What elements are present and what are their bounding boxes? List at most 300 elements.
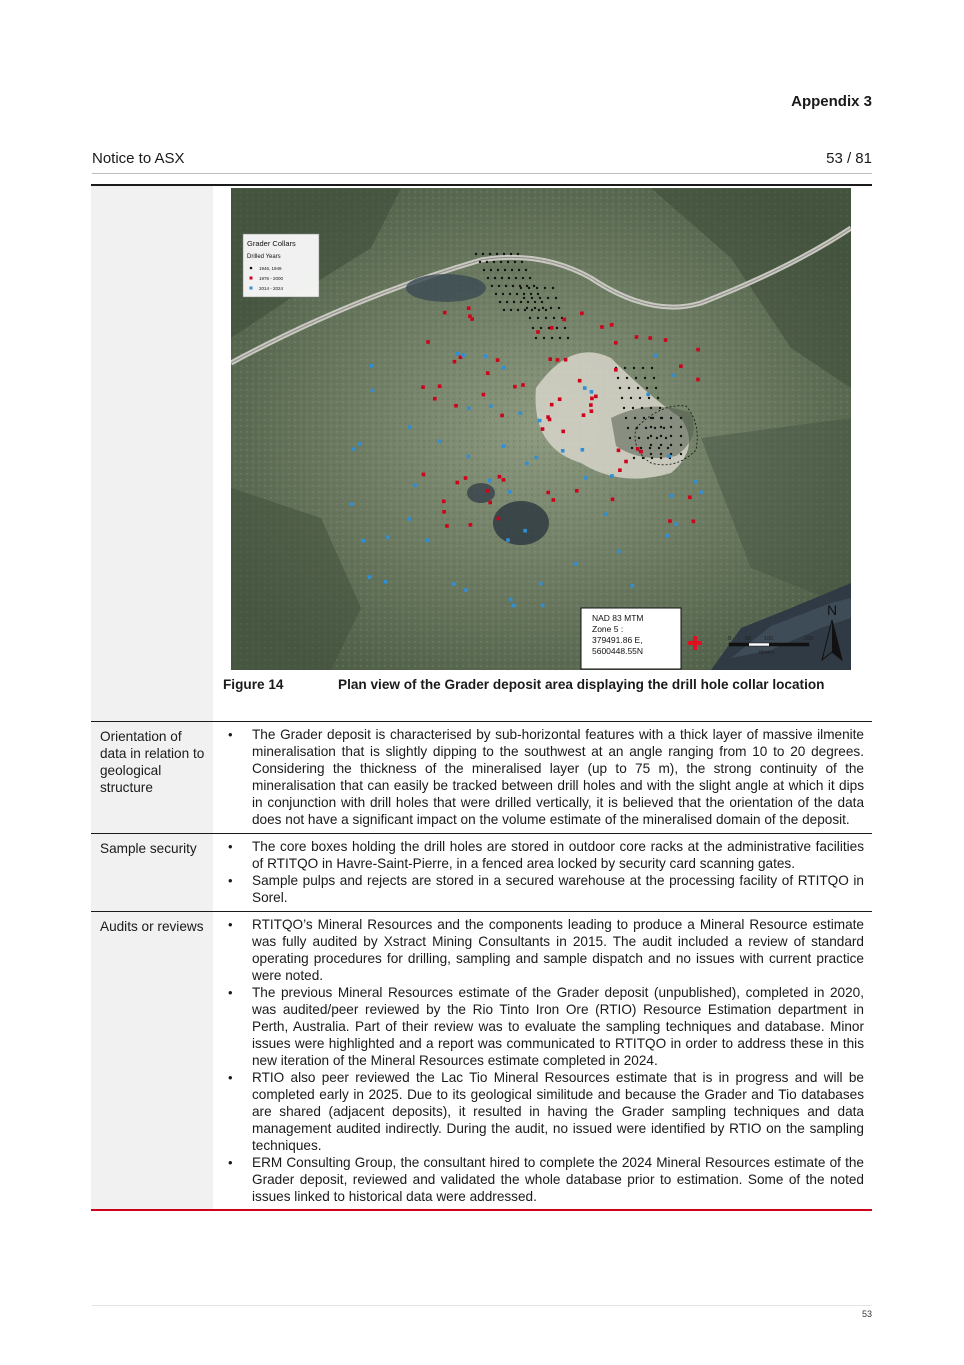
collar-marker-historic — [663, 427, 665, 429]
collar-marker-historic — [650, 453, 652, 455]
collar-marker-historic — [642, 367, 644, 369]
collar-marker-1976-2000 — [575, 489, 579, 493]
collar-marker-1976-2000 — [562, 318, 566, 322]
collar-marker-historic — [645, 427, 647, 429]
collar-marker-historic — [637, 387, 639, 389]
row-label: Sample security — [91, 834, 213, 912]
collar-marker-historic — [508, 277, 510, 279]
collar-marker-historic — [504, 269, 506, 271]
bullet-item: • ERM Consulting Group, the consultant hired to complete the 2024 Mineral Resources estimate of the Grader deposit, reviewed and validated the whole database prior to estimation. Some of the noted issues linked to historical data were addressed. — [223, 1154, 864, 1205]
legend-title: Grader Collars — [247, 239, 296, 248]
collar-marker-historic — [545, 309, 547, 311]
collar-marker-historic — [635, 377, 637, 379]
collar-marker-historic — [503, 309, 505, 311]
collar-marker-historic — [534, 301, 536, 303]
collar-marker-1976-2000 — [648, 336, 652, 340]
legend-swatch-1976 — [250, 277, 253, 280]
collar-marker-historic — [520, 287, 522, 289]
collar-marker-historic — [654, 427, 656, 429]
collar-marker-historic — [535, 337, 537, 339]
collar-marker-historic — [667, 447, 669, 449]
collar-marker-2014-2024 — [456, 352, 460, 356]
collar-marker-historic — [650, 426, 652, 428]
collar-marker-historic — [538, 309, 540, 311]
collar-marker-2014-2024 — [467, 455, 471, 459]
satellite-map — [231, 188, 851, 670]
collar-marker-historic — [551, 337, 553, 339]
collar-marker-2014-2024 — [467, 406, 471, 410]
collar-marker-historic — [482, 253, 484, 255]
collar-marker-historic — [536, 287, 538, 289]
collar-marker-2014-2024 — [489, 404, 493, 408]
document-title: Notice to ASX — [92, 150, 185, 167]
collar-marker-historic — [648, 397, 650, 399]
collar-marker-2014-2024 — [488, 479, 492, 483]
collar-marker-1976-2000 — [445, 524, 449, 528]
collar-marker-2014-2024 — [407, 517, 411, 521]
collar-marker-historic — [623, 407, 625, 409]
collar-marker-2014-2024 — [590, 390, 594, 394]
collar-marker-historic — [650, 417, 652, 419]
collar-marker-historic — [541, 301, 543, 303]
collar-marker-historic — [660, 417, 662, 419]
collar-marker-historic — [633, 457, 635, 459]
collar-marker-historic — [512, 285, 514, 287]
collar-marker-1976-2000 — [590, 409, 594, 413]
bullet-item: • The core boxes holding the drill holes are stored in outdoor core racks at the administrative facilities of RTITQO in Havre-Saint-Pierre, in a fenced area locked by security card scanning gates. — [223, 838, 864, 872]
collar-marker-1976-2000 — [610, 323, 614, 327]
collar-marker-historic — [626, 377, 628, 379]
collar-marker-historic — [527, 301, 529, 303]
coord-line-1: NAD 83 MTM — [592, 613, 644, 623]
collar-marker-historic — [542, 307, 544, 309]
collar-marker-historic — [495, 293, 497, 295]
collar-marker-historic — [523, 297, 525, 299]
empty-label-cell — [91, 185, 213, 722]
collar-marker-2014-2024 — [519, 411, 523, 415]
collar-marker-historic — [627, 427, 629, 429]
collar-marker-1976-2000 — [696, 348, 700, 352]
collar-marker-2014-2024 — [502, 444, 506, 448]
collar-marker-1976-2000 — [580, 312, 584, 316]
collar-marker-historic — [633, 367, 635, 369]
collar-marker-1976-2000 — [696, 378, 700, 382]
bullet-item: • RTITQO’s Mineral Resources and the components leading to produce a Mineral Resource estimate was fully audited by Xstract Mining Consultants in 2015. The audit included a review of standard operating procedures for drilling, sampling and sample dispatch and no issues with current practice were noted. — [223, 916, 864, 984]
collar-marker-historic — [523, 293, 525, 295]
collar-marker-2014-2024 — [561, 449, 565, 453]
collar-marker-1976-2000 — [624, 460, 628, 464]
collar-marker-1976-2000 — [664, 338, 668, 342]
collar-marker-2014-2024 — [438, 440, 442, 444]
collar-marker-1976-2000 — [636, 447, 640, 451]
collar-marker-1976-2000 — [556, 358, 560, 362]
collar-marker-2014-2024 — [667, 454, 671, 458]
collar-marker-2014-2024 — [484, 355, 488, 359]
collar-marker-1976-2000 — [564, 358, 568, 362]
collar-marker-2014-2024 — [408, 425, 412, 429]
collar-marker-historic — [511, 269, 513, 271]
collar-marker-1976-2000 — [513, 385, 517, 389]
collar-marker-historic — [640, 447, 642, 449]
collar-marker-1976-2000 — [486, 371, 490, 375]
collar-marker-1976-2000 — [486, 489, 490, 493]
collar-marker-historic — [522, 277, 524, 279]
collar-marker-historic — [617, 377, 619, 379]
collar-marker-historic — [497, 269, 499, 271]
collar-marker-historic — [499, 301, 501, 303]
collar-marker-historic — [526, 285, 528, 287]
collar-marker-historic — [651, 457, 653, 459]
collar-marker-historic — [487, 277, 489, 279]
bullet-item: • The Grader deposit is characterised by sub-horizontal features with a thick layer of massive ilmenite mineralisation that is slightly dipping to the southwest at an angle ranging from 10 to 20 degrees. Considering the thickness of the mineralised layer (up to 75 m), the strong continuity of the mineralisation that can easily be tracked between drill holes and with the slight angle at which it dips in conjunction with drill holes that were drilled vertically, it is believed that the orientation of the data does not have a significant impact on the volume estimate of the mineralised domain of the deposit. — [223, 726, 864, 828]
collar-marker-2014-2024 — [646, 393, 650, 397]
collar-marker-2014-2024 — [604, 512, 608, 516]
collar-marker-historic — [502, 293, 504, 295]
collar-marker-1976-2000 — [498, 475, 502, 479]
collar-marker-2014-2024 — [512, 604, 516, 608]
collar-marker-historic — [513, 301, 515, 303]
collar-marker-historic — [520, 301, 522, 303]
collar-marker-historic — [646, 387, 648, 389]
collar-marker-2014-2024 — [462, 353, 466, 357]
collar-marker-2014-2024 — [583, 386, 587, 390]
collar-marker-2014-2024 — [508, 490, 512, 494]
collar-marker-1976-2000 — [521, 383, 525, 387]
legend-label-1946: 1946, 1949 — [259, 266, 282, 271]
collar-marker-historic — [638, 437, 640, 439]
collar-marker-1976-2000 — [589, 403, 593, 407]
collar-marker-historic — [506, 301, 508, 303]
legend-subtitle: Drilled Years — [247, 254, 281, 260]
collar-marker-historic — [680, 435, 682, 437]
collar-marker-historic — [619, 387, 621, 389]
collar-marker-historic — [656, 437, 658, 439]
collar-marker-1976-2000 — [442, 500, 446, 504]
collar-marker-historic — [540, 327, 542, 329]
collar-marker-historic — [503, 253, 505, 255]
collar-marker-historic — [643, 417, 645, 419]
collar-marker-1976-2000 — [496, 358, 500, 362]
collar-marker-1976-2000 — [502, 478, 506, 482]
collar-marker-2014-2024 — [368, 575, 372, 579]
row-label: Audits or reviews — [91, 912, 213, 1211]
collar-marker-2014-2024 — [352, 447, 356, 451]
footer-divider — [92, 1305, 872, 1306]
collar-marker-2014-2024 — [584, 476, 588, 480]
collar-marker-1976-2000 — [550, 403, 554, 407]
collar-marker-historic — [651, 367, 653, 369]
coord-line-4: 5600448.55N — [592, 646, 644, 656]
collar-marker-historic — [531, 309, 533, 311]
collar-marker-1976-2000 — [469, 523, 473, 527]
collar-marker-2014-2024 — [666, 534, 670, 538]
collar-marker-1976-2000 — [688, 495, 692, 499]
collar-marker-1976-2000 — [467, 306, 471, 310]
scale-tick-0: 0 — [728, 636, 732, 642]
satellite-map-figure — [231, 188, 851, 670]
collar-marker-historic — [550, 307, 552, 309]
collar-marker-1976-2000 — [614, 368, 618, 372]
collar-marker-historic — [518, 269, 520, 271]
bullet-item: • RTIO also peer reviewed the Lac Tio Mineral Resources estimate that is in progress and will be completed early in 2025. Due to its geological similitude and because the Grader and Tio databases are shared (adjacent deposits), it resulted in having the Grader sampling techniques and data management audited indirectly. During the audit, no issued were identified by RTIO on the sampling techniques. — [223, 1069, 864, 1154]
collar-marker-historic — [510, 253, 512, 255]
collar-marker-2014-2024 — [384, 580, 388, 584]
collar-marker-1976-2000 — [500, 414, 504, 418]
collar-marker-historic — [496, 253, 498, 255]
collar-marker-1976-2000 — [617, 449, 621, 453]
collar-marker-historic — [552, 287, 554, 289]
collar-marker-2014-2024 — [464, 588, 468, 592]
collar-marker-1976-2000 — [442, 510, 446, 514]
coord-line-2: Zone 5 : — [592, 624, 624, 634]
collar-marker-1976-2000 — [594, 395, 598, 399]
collar-marker-1976-2000 — [679, 364, 683, 368]
collar-marker-2014-2024 — [541, 604, 545, 608]
collar-marker-historic — [636, 427, 638, 429]
collar-marker-historic — [494, 277, 496, 279]
collar-marker-historic — [644, 377, 646, 379]
collar-marker-1976-2000 — [548, 357, 552, 361]
row-content — [213, 834, 872, 912]
collar-marker-1976-2000 — [611, 498, 615, 502]
figure-row — [91, 185, 872, 722]
collar-marker-historic — [670, 417, 672, 419]
collar-marker-1976-2000 — [561, 430, 565, 434]
collar-marker-2014-2024 — [525, 462, 529, 466]
collar-marker-historic — [670, 435, 672, 437]
collar-marker-1976-2000 — [443, 311, 447, 315]
collar-marker-historic — [647, 437, 649, 439]
collar-marker-historic — [680, 453, 682, 455]
collar-marker-2014-2024 — [370, 364, 374, 368]
collar-marker-historic — [650, 407, 652, 409]
page-header — [92, 150, 872, 174]
collar-marker-1976-2000 — [468, 314, 472, 318]
legend-swatch-2014 — [250, 287, 253, 290]
collar-marker-historic — [650, 435, 652, 437]
collar-marker-historic — [629, 437, 631, 439]
collar-marker-historic — [491, 285, 493, 287]
collar-marker-2014-2024 — [670, 494, 674, 498]
collar-marker-historic — [659, 407, 661, 409]
collar-marker-2014-2024 — [371, 389, 375, 393]
collar-marker-historic — [680, 444, 682, 446]
collar-marker-historic — [475, 253, 477, 255]
row-content — [213, 912, 872, 1211]
collar-marker-historic — [489, 253, 491, 255]
row-sample-security — [91, 834, 872, 912]
collar-marker-historic — [537, 293, 539, 295]
collar-marker-historic — [537, 317, 539, 319]
collar-marker-historic — [534, 307, 536, 309]
collar-marker-2014-2024 — [362, 539, 366, 543]
collar-marker-historic — [533, 285, 535, 287]
collar-marker-1976-2000 — [546, 491, 550, 495]
bullet-item: • The previous Mineral Resources estimate of the Grader deposit (unpublished), completed in 2020, was audited/peer reviewed by the Rio Tinto Iron Ore (RTIO) Resource Estimation department in Perth, Australia. Part of their review was to evaluate the sampling techniques and database. Minor issues were highlighted and a report was communicated to RTITQO in order to address these in this new iteration of the Mineral Resources estimate completed in 2024. — [223, 984, 864, 1069]
collar-marker-historic — [539, 297, 541, 299]
north-label: N — [827, 602, 838, 618]
row-content — [213, 722, 872, 834]
collar-marker-historic — [525, 269, 527, 271]
collar-marker-1976-2000 — [497, 517, 501, 521]
collar-marker-1976-2000 — [421, 385, 425, 389]
collar-marker-historic — [660, 426, 662, 428]
collar-marker-1976-2000 — [618, 468, 622, 472]
collar-marker-1976-2000 — [482, 393, 486, 397]
criteria-table — [91, 184, 872, 1211]
collar-marker-historic — [653, 377, 655, 379]
legend-label-2014: 2014 - 2024 — [259, 286, 284, 291]
collar-marker-historic — [628, 387, 630, 389]
collar-marker-historic — [559, 337, 561, 339]
collar-marker-1976-2000 — [558, 397, 562, 401]
collar-marker-2014-2024 — [358, 442, 362, 446]
collar-marker-historic — [555, 297, 557, 299]
collar-marker-historic — [655, 387, 657, 389]
collar-marker-2014-2024 — [631, 584, 635, 588]
collar-marker-historic — [486, 261, 488, 263]
collar-marker-historic — [516, 293, 518, 295]
collar-marker-historic — [553, 317, 555, 319]
collar-marker-2014-2024 — [386, 536, 390, 540]
collar-marker-historic — [524, 309, 526, 311]
collar-marker-historic — [558, 307, 560, 309]
bullet-item: • Sample pulps and rejects are stored in a secured warehouse at the processing facility of RTITQO in Sorel. — [223, 872, 864, 906]
collar-marker-2014-2024 — [539, 582, 543, 586]
collar-marker-historic — [649, 447, 651, 449]
collar-marker-historic — [505, 285, 507, 287]
collar-marker-historic — [517, 253, 519, 255]
collar-marker-1976-2000 — [550, 326, 554, 330]
collar-marker-2014-2024 — [672, 373, 676, 377]
collar-marker-historic — [498, 285, 500, 287]
collar-marker-historic — [547, 297, 549, 299]
collar-marker-2014-2024 — [506, 538, 510, 542]
collar-marker-2014-2024 — [581, 448, 585, 452]
collar-marker-historic — [521, 261, 523, 263]
collar-marker-historic — [658, 447, 660, 449]
collar-marker-2014-2024 — [413, 483, 417, 487]
collar-marker-historic — [665, 437, 667, 439]
row-audits — [91, 912, 872, 1211]
collar-marker-historic — [544, 287, 546, 289]
collar-marker-1976-2000 — [422, 473, 426, 477]
collar-marker-historic — [543, 337, 545, 339]
collar-marker-historic — [515, 277, 517, 279]
collar-marker-2014-2024 — [694, 480, 698, 484]
collar-marker-historic — [657, 397, 659, 399]
collar-marker-historic — [483, 269, 485, 271]
collar-marker-2014-2024 — [574, 562, 578, 566]
collar-marker-1976-2000 — [590, 397, 594, 401]
collar-marker-2014-2024 — [535, 456, 539, 460]
collar-marker-1976-2000 — [582, 413, 586, 417]
collar-marker-historic — [529, 317, 531, 319]
collar-marker-historic — [650, 444, 652, 446]
collar-marker-1976-2000 — [614, 341, 618, 345]
footer-page-number: 53 — [861, 1309, 872, 1319]
scale-unit: Meters — [759, 650, 775, 656]
collar-marker-historic — [639, 397, 641, 399]
collar-marker-2014-2024 — [350, 502, 354, 506]
figure-caption-text: Plan view of the Grader deposit area displaying the drill hole collar location — [338, 677, 825, 692]
collar-marker-1976-2000 — [546, 415, 550, 419]
collar-marker-2014-2024 — [610, 474, 614, 478]
collar-marker-historic — [500, 261, 502, 263]
collar-marker-historic — [526, 307, 528, 309]
collar-marker-1976-2000 — [433, 397, 437, 401]
map-legend — [243, 234, 319, 297]
collar-marker-2014-2024 — [699, 490, 703, 494]
collar-marker-historic — [509, 293, 511, 295]
collar-marker-historic — [532, 327, 534, 329]
scale-tick-50: 50 — [745, 636, 752, 642]
collar-marker-historic — [621, 397, 623, 399]
collar-marker-historic — [625, 417, 627, 419]
collar-marker-historic — [567, 337, 569, 339]
row-orientation — [91, 722, 872, 834]
collar-marker-2014-2024 — [502, 366, 506, 370]
collar-marker-1976-2000 — [454, 404, 458, 408]
scale-tick-100: 100 — [764, 636, 774, 642]
collar-marker-historic — [564, 327, 566, 329]
legend-label-1976: 1976 - 2000 — [259, 276, 284, 281]
row-label: Orientation of data in relation to geological structure — [91, 722, 213, 834]
collar-marker-historic — [660, 435, 662, 437]
collar-marker-historic — [634, 417, 636, 419]
collar-marker-historic — [517, 309, 519, 311]
collar-marker-1976-2000 — [639, 450, 643, 454]
collar-marker-historic — [501, 277, 503, 279]
coord-line-3: 379491.86 E, — [592, 635, 643, 645]
collar-marker-historic — [510, 309, 512, 311]
collar-marker-historic — [641, 407, 643, 409]
collar-marker-historic — [624, 367, 626, 369]
page-counter: 53 / 81 — [826, 150, 872, 167]
collar-marker-historic — [642, 457, 644, 459]
figure-caption — [223, 676, 864, 693]
collar-marker-historic — [660, 457, 662, 459]
collar-marker-1976-2000 — [578, 379, 582, 383]
collar-marker-historic — [514, 261, 516, 263]
collar-marker-1976-2000 — [536, 330, 540, 334]
collar-marker-historic — [528, 287, 530, 289]
collar-marker-1976-2000 — [453, 360, 457, 364]
collar-marker-historic — [630, 397, 632, 399]
collar-marker-1976-2000 — [668, 519, 672, 523]
collar-marker-historic — [507, 261, 509, 263]
collar-marker-2014-2024 — [452, 582, 456, 586]
collar-marker-2014-2024 — [425, 539, 429, 543]
scale-tick-200: 200 — [804, 636, 814, 642]
collar-marker-2014-2024 — [654, 354, 658, 358]
collar-marker-2014-2024 — [617, 550, 621, 554]
collar-marker-historic — [660, 453, 662, 455]
collar-marker-historic — [490, 269, 492, 271]
collar-marker-1976-2000 — [552, 498, 556, 502]
collar-marker-2014-2024 — [509, 598, 513, 602]
collar-marker-historic — [556, 327, 558, 329]
collar-marker-historic — [530, 293, 532, 295]
collar-marker-1976-2000 — [541, 427, 545, 431]
collar-marker-1976-2000 — [426, 340, 430, 344]
legend-swatch-1946 — [250, 267, 253, 270]
collar-marker-historic — [670, 426, 672, 428]
figure-number: Figure 14 — [223, 677, 284, 692]
collar-marker-historic — [545, 317, 547, 319]
collar-marker-historic — [670, 444, 672, 446]
collar-marker-1976-2000 — [464, 476, 468, 480]
